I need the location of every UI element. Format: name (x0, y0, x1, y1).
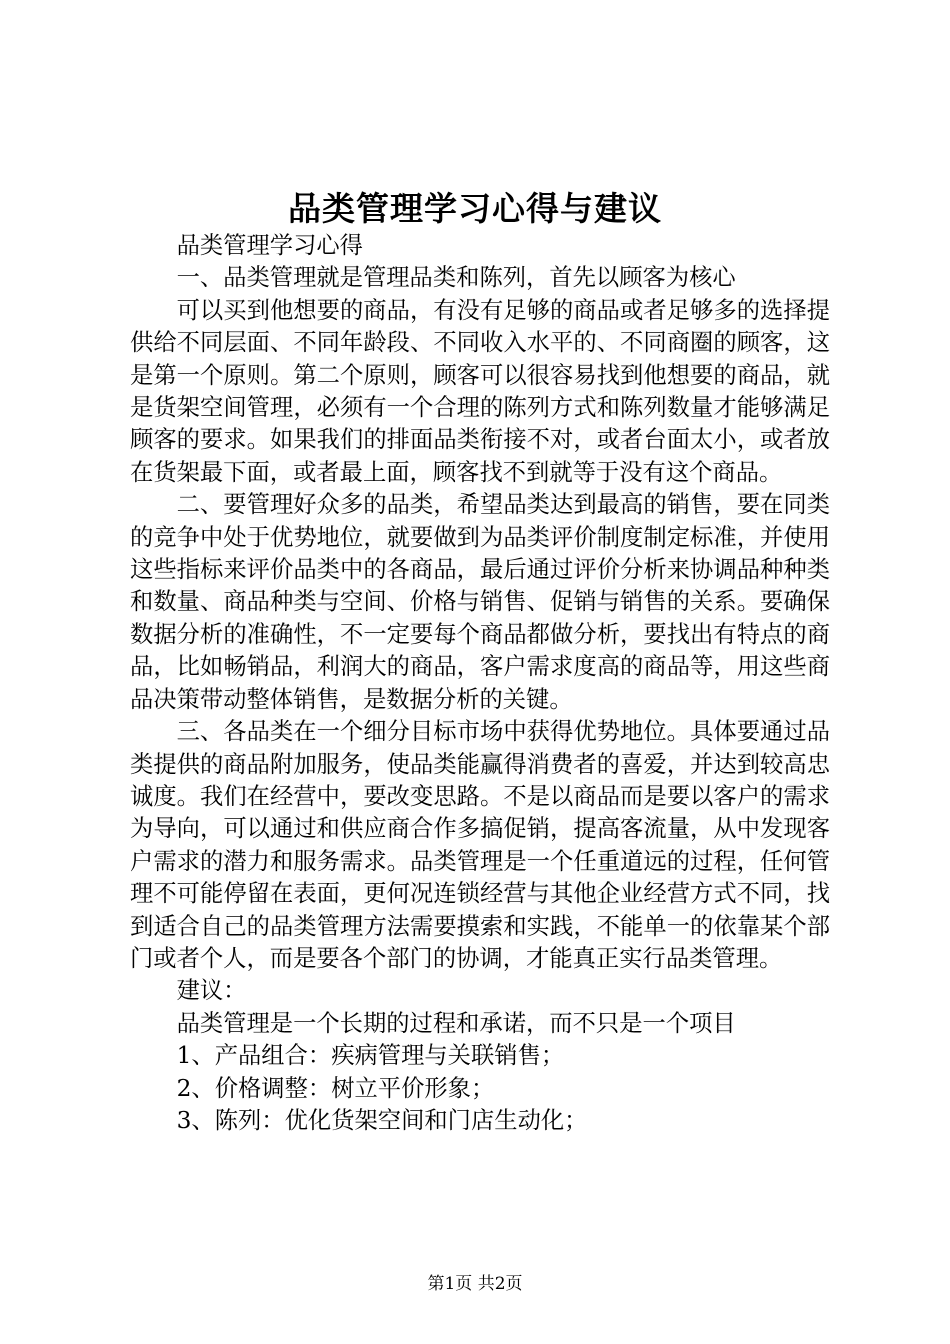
section-two-paragraph: 二、要管理好众多的品类，希望品类达到最高的销售，要在同类的竞争中处于优势地位，就要做到为品类评价制度制定标准，并使用这些指标来评价品类中的各商品，最后通过评价分析来协调品种种类和数量、商品种类与空间、价格与销售、促销与销售的关系。要确保数据分析的准确性，不一定要每个商品都做分析，要找出有特点的商品，比如畅销品，利润大的商品，客户需求度高的商品等，用这些商品决策带动整体销售，是数据分析的关键。 (130, 491, 830, 713)
document-body (130, 230, 830, 1137)
suggestion-intro: 品类管理是一个长期的过程和承诺，而不只是一个项目 (176, 1009, 736, 1037)
document-title: 品类管理学习心得与建议 (288, 189, 662, 228)
suggestion-item-1: 1、产品组合：疾病管理与关联销售； (176, 1042, 565, 1070)
subtitle-paragraph: 品类管理学习心得 (176, 232, 363, 259)
section-three-paragraph: 三、各品类在一个细分目标市场中获得优势地位。具体要通过品类提供的商品附加服务，使品类能赢得消费者的喜爱，并达到较高忠诚度。我们在经营中，要改变思路。不是以商品而是要以客户的需求为导向，可以通过和供应商合作多搞促销，提高客流量，从中发现客户需求的潜力和服务需求。品类管理是一个任重道远的过程，任何管理不可能停留在表面，更何况连锁经营与其他企业经营方式不同，找到适合自己的品类管理方法需要摸索和实践，不能单一的依靠某个部门或者个人，而是要各个部门的协调，才能真正实行品类管理。 (130, 718, 830, 972)
suggestion-heading: 建议： (176, 977, 247, 1005)
section-one-paragraph: 可以买到他想要的商品，有没有足够的商品或者足够多的选择提供给不同层面、不同年龄段、不同收入水平的、不同商圈的顾客，这是第一个原则。第二个原则，顾客可以很容易找到他想要的商品，就是货架空间管理，必须有一个合理的陈列方式和陈列数量才能够满足顾客的要求。如果我们的排面品类衔接不对，或者台面太小，或者放在货架最下面，或者最上面，顾客找不到就等于没有这个商品。 (130, 296, 830, 486)
suggestion-item-2: 2、价格调整：树立平价形象； (176, 1074, 495, 1102)
section-one-heading: 一、品类管理就是管理品类和陈列，首先以顾客为核心 (176, 264, 736, 292)
page-footer: 第1页 共2页 (427, 1274, 523, 1294)
suggestion-item-3: 3、陈列：优化货架空间和门店生动化； (176, 1106, 588, 1134)
